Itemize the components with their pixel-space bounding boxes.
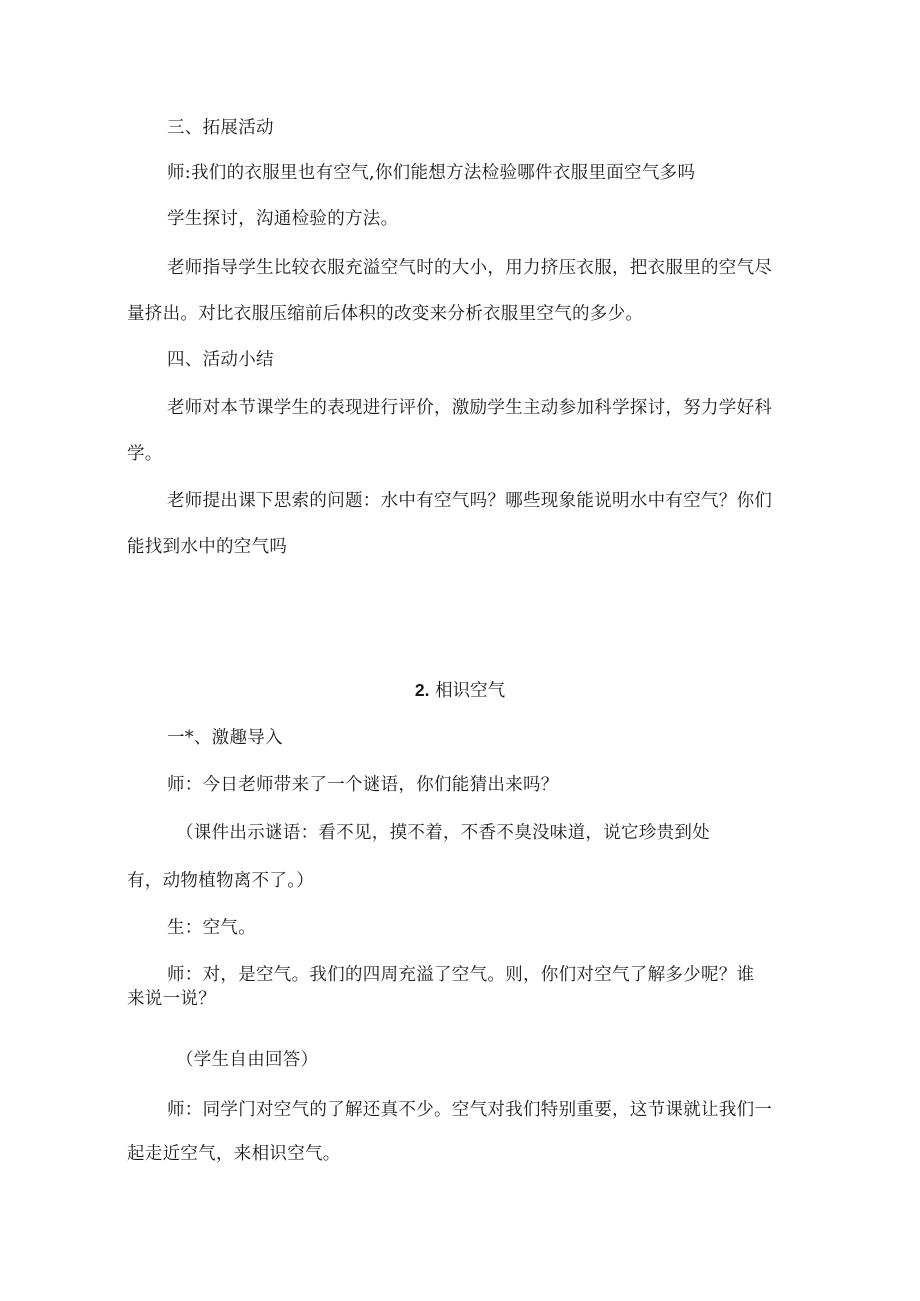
paragraph-teacher-guides-line1: 老师指导学生比较衣服充溢空气时的大小，用力挤压衣服，把衣服里的空气尽 xyxy=(167,258,773,278)
paragraph-students-answer-freely: （学生自由回答） xyxy=(176,1050,319,1070)
paragraph-student-answer: 生：空气。 xyxy=(167,918,256,938)
paragraph-teacher-clothes-air: 师:我们的衣服里也有空气,你们能想方法检验哪件衣服里面空气多吗 xyxy=(167,163,696,183)
paragraph-teacher-confirms-line1: 师：对，是空气。我们的四周充溢了空气。则，你们对空气了解多少呢？谁 xyxy=(167,965,755,985)
paragraph-riddle-text-line2: 有，动物植物离不了。） xyxy=(127,871,315,891)
section-heading-extension-activity: 三、拓展活动 xyxy=(167,118,274,138)
paragraph-teacher-riddle: 师：今日老师带来了一个谜语，你们能猜出来吗？ xyxy=(167,775,559,795)
paragraph-students-discuss: 学生探讨，沟通检验的方法。 xyxy=(167,209,399,229)
lesson-title-text: 相识空气 xyxy=(435,681,506,701)
paragraph-teacher-guides-line2: 量挤出。对比衣服压缩前后体积的改变来分析衣服里空气的多少。 xyxy=(127,304,644,324)
paragraph-riddle-text-line1: （课件出示谜语：看不见，摸不着，不香不臭没味道，说它珍贵到处 xyxy=(176,823,710,843)
paragraph-teacher-confirms-line2: 来说一说？ xyxy=(127,989,216,1009)
section-heading-activity-summary: 四、活动小结 xyxy=(167,350,274,370)
section-heading-introduction: 一*、激趣导入 xyxy=(167,728,283,748)
paragraph-after-class-question-line1: 老师提出课下思索的问题：水中有空气吗？哪些现象能说明水中有空气？你们 xyxy=(167,491,773,511)
paragraph-teacher-introduces-line2: 起走近空气，来相识空气。 xyxy=(127,1144,341,1164)
paragraph-after-class-question-line2: 能找到水中的空气吗 xyxy=(127,537,288,557)
paragraph-teacher-evaluates-line2: 学。 xyxy=(127,444,163,464)
paragraph-teacher-evaluates-line1: 老师对本节课学生的表现进行评价，激励学生主动参加科学探讨，努力学好科 xyxy=(167,398,773,418)
lesson-title-number: 2. xyxy=(414,680,430,700)
lesson-title xyxy=(0,679,920,702)
paragraph-teacher-introduces-line1: 师：同学门对空气的了解还真不少。空气对我们特别重要，这节课就让我们一 xyxy=(167,1100,773,1120)
